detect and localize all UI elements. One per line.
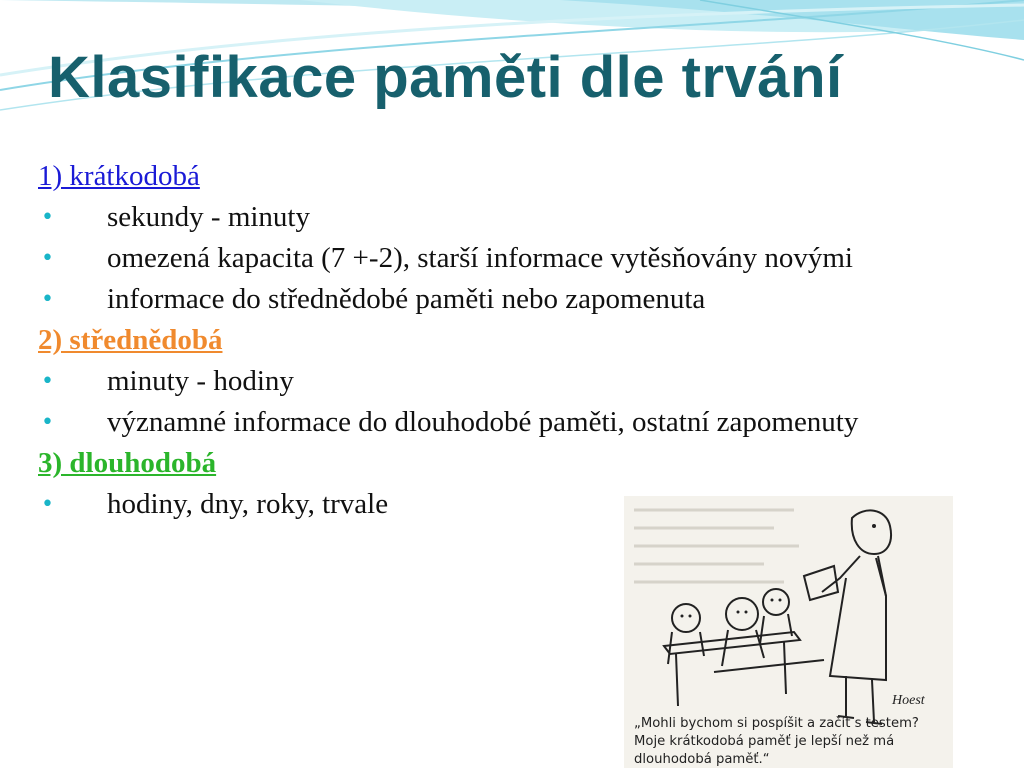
slide-content	[38, 156, 938, 525]
bullet-icon: •	[41, 410, 54, 435]
section-heading-long-term[interactable]: 3) dlouhodobá	[38, 447, 217, 479]
slide-title: Klasifikace paměti dle trvání	[48, 45, 843, 110]
cartoon-illustration	[624, 496, 953, 768]
list-item	[38, 361, 938, 402]
list-item	[38, 402, 938, 443]
caption-line: dlouhodobá paměť.“	[634, 752, 770, 767]
bullet-icon: •	[41, 287, 54, 312]
bullet-icon: •	[41, 205, 54, 230]
list-item	[38, 238, 938, 279]
bullet-icon: •	[41, 246, 54, 271]
list-item	[38, 197, 938, 238]
list-item-text: minuty - hodiny	[107, 365, 294, 397]
list-item	[38, 279, 938, 320]
list-item-text: hodiny, dny, roky, trvale	[107, 488, 389, 520]
bullet-icon: •	[41, 492, 54, 517]
list-item-text: informace do střednědobé paměti nebo zapomenuta	[107, 283, 706, 315]
bullet-icon: •	[41, 369, 54, 394]
list-item-text: sekundy - minuty	[107, 201, 310, 233]
list-item-text: významné informace do dlouhodobé paměti, ostatní zapomenuty	[107, 406, 859, 438]
section-heading-short-term[interactable]: 1) krátkodobá	[38, 160, 200, 192]
caption-line: Moje krátkodobá paměť je lepší než má	[634, 734, 895, 749]
list-item-text: omezená kapacita (7 +-2), starší informace vytěsňovány novými	[107, 242, 853, 274]
section-heading-medium-term[interactable]: 2) střednědobá	[38, 324, 223, 356]
caption-line: „Mohli bychom si pospíšit a začít s testem?	[634, 716, 919, 731]
artist-signature: Hoest	[892, 693, 925, 708]
